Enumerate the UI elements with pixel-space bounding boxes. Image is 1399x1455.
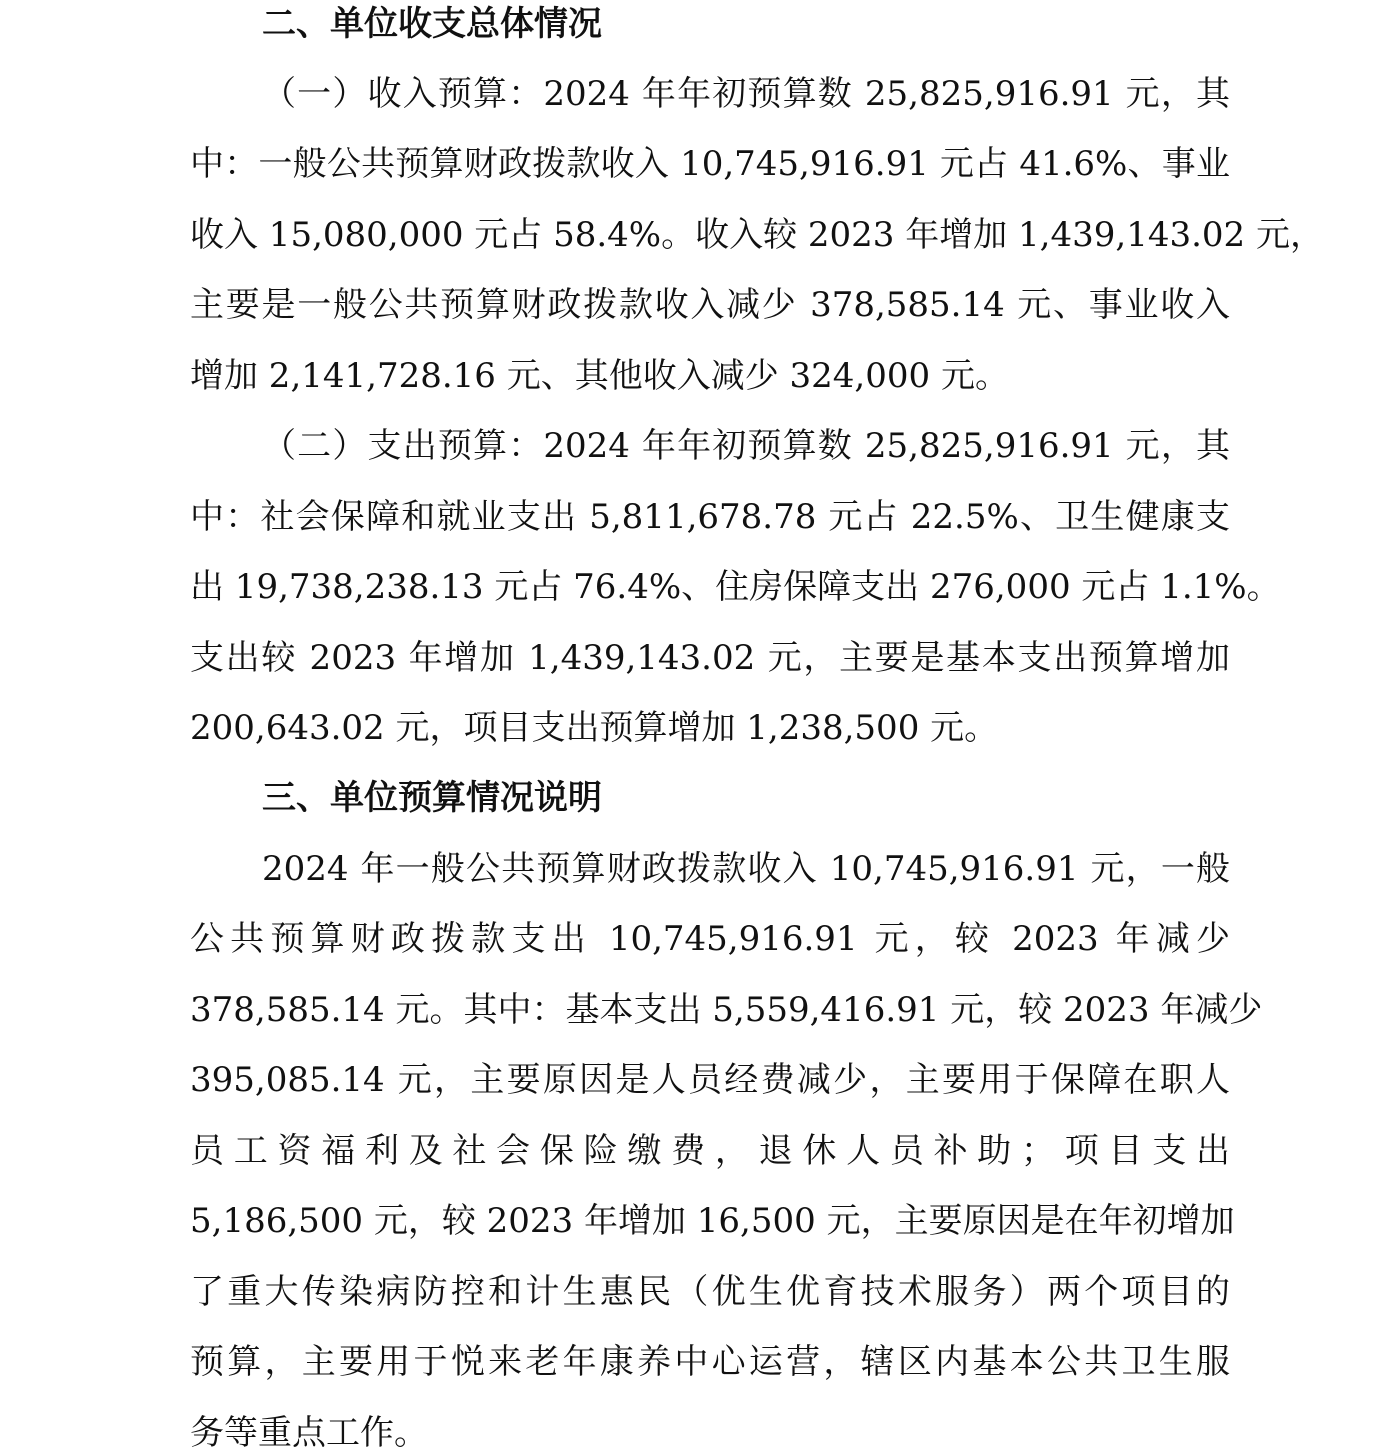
budget-paragraph-line: 公共预算财政拨款支出 10,745,916.91 元，较 2023 年减少 xyxy=(190,919,1230,959)
expense-paragraph-line: 出 19,738,238.13 元占 76.4%、住房保障支出 276,000 元占 1.1%。 xyxy=(190,567,1281,607)
budget-paragraph-line: 了重大传染病防控和计生惠民（优生优育技术服务）两个项目的 xyxy=(190,1272,1230,1312)
income-paragraph-line: （一）收入预算：2024 年年初预算数 25,825,916.91 元，其 xyxy=(262,74,1230,114)
income-paragraph-line: 主要是一般公共预算财政拨款收入减少 378,585.14 元、事业收入 xyxy=(190,285,1230,325)
section-heading-2: 二、单位收支总体情况 xyxy=(262,4,602,44)
expense-paragraph-line: 支出较 2023 年增加 1,439,143.02 元，主要是基本支出预算增加 xyxy=(190,638,1230,678)
budget-paragraph-line: 员工资福利及社会保险缴费，退休人员补助；项目支出 xyxy=(190,1131,1230,1171)
budget-paragraph-line: 预算，主要用于悦来老年康养中心运营，辖区内基本公共卫生服 xyxy=(190,1342,1230,1382)
expense-paragraph-line: 中：社会保障和就业支出 5,811,678.78 元占 22.5%、卫生健康支 xyxy=(190,497,1230,537)
budget-paragraph-line: 2024 年一般公共预算财政拨款收入 10,745,916.91 元，一般 xyxy=(262,849,1230,889)
income-paragraph-line: 增加 2,141,728.16 元、其他收入减少 324,000 元。 xyxy=(190,356,1009,396)
expense-paragraph-line: 200,643.02 元，项目支出预算增加 1,238,500 元。 xyxy=(190,708,999,748)
expense-paragraph-line: （二）支出预算：2024 年年初预算数 25,825,916.91 元，其 xyxy=(262,426,1230,466)
income-paragraph-line: 中：一般公共预算财政拨款收入 10,745,916.91 元占 41.6%、事业 xyxy=(190,144,1230,184)
income-paragraph-line: 收入 15,080,000 元占 58.4%。收入较 2023 年增加 1,439,143.02 元， xyxy=(190,215,1324,255)
budget-paragraph-line: 务等重点工作。 xyxy=(190,1413,428,1453)
budget-paragraph-line: 378,585.14 元。其中：基本支出 5,559,416.91 元，较 2023 年减少 xyxy=(190,990,1263,1030)
section-heading-3: 三、单位预算情况说明 xyxy=(262,778,602,818)
budget-paragraph-line: 5,186,500 元，较 2023 年增加 16,500 元，主要原因是在年初增加 xyxy=(190,1201,1235,1241)
budget-paragraph-line: 395,085.14 元，主要原因是人员经费减少，主要用于保障在职人 xyxy=(190,1060,1230,1100)
